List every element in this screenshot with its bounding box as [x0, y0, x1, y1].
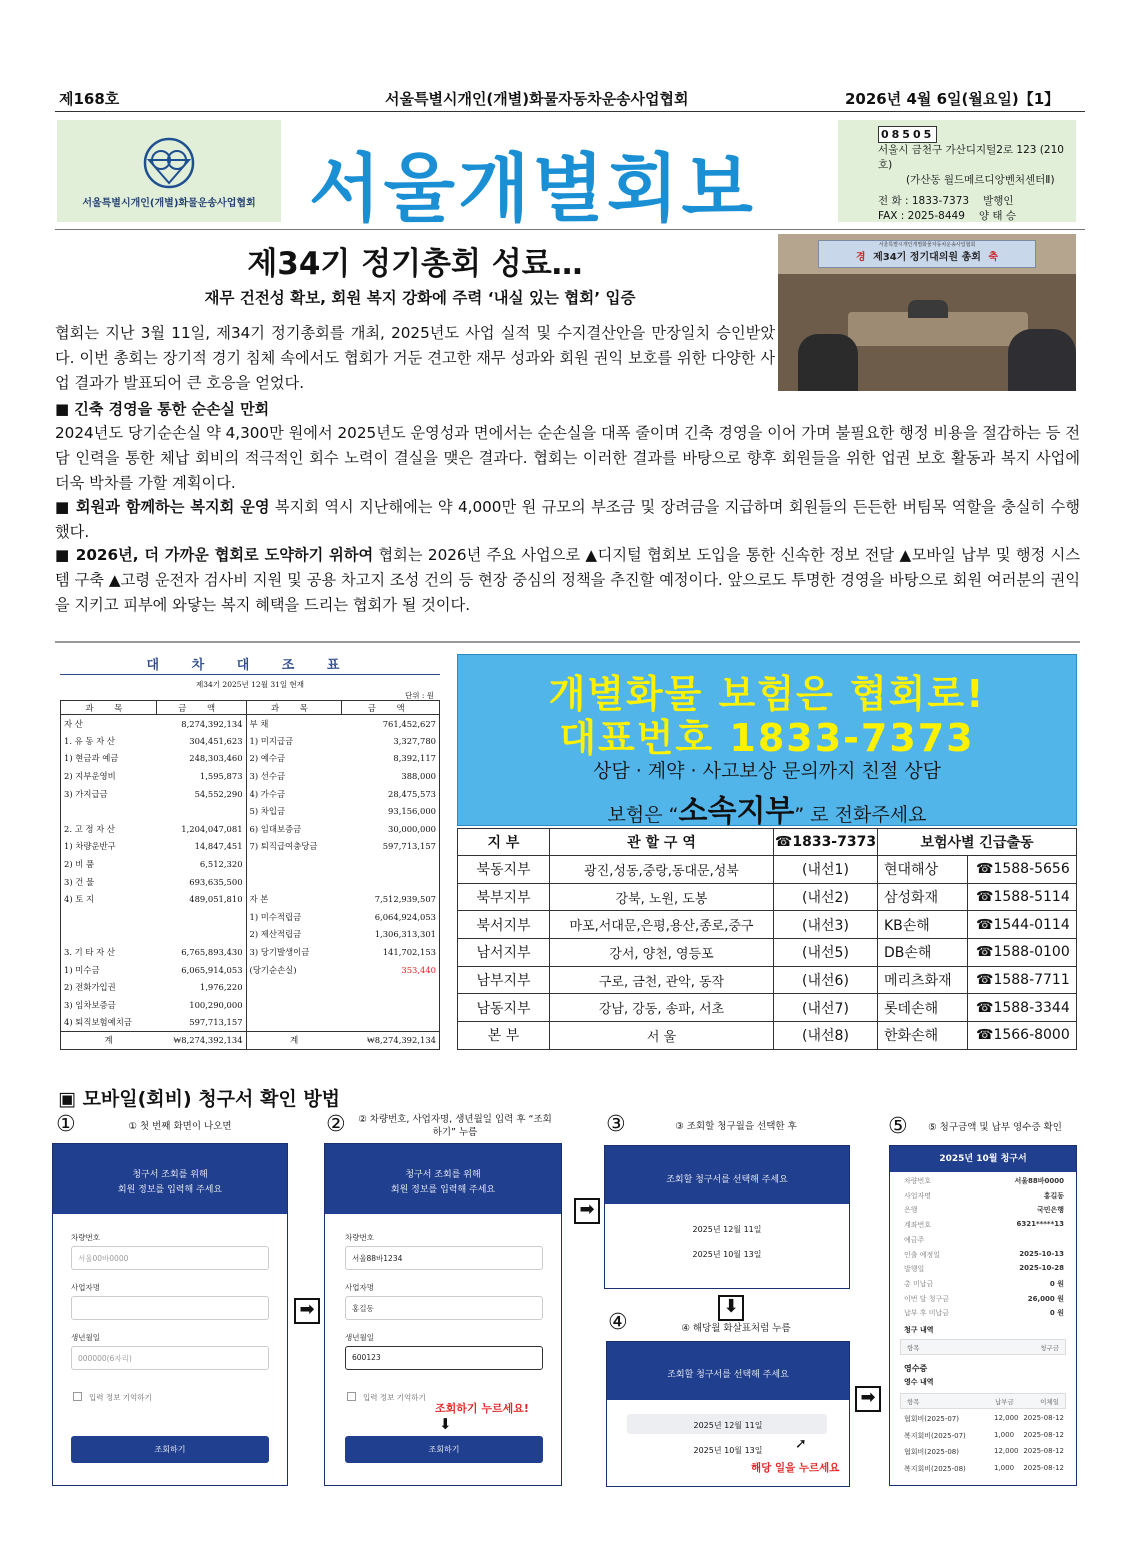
- receipt-field-label: 발행일: [904, 1265, 925, 1274]
- section-3-title: ■ 2026년, 더 가까운 협회로 도약하기 위하여: [55, 546, 374, 564]
- insurer-phone: ☎1588-5656: [968, 856, 1077, 884]
- section-2: [55, 495, 1080, 545]
- branch-extension: (내선6): [774, 966, 878, 994]
- submit-button[interactable]: 조회하기: [345, 1436, 543, 1463]
- bs-row: [61, 961, 440, 979]
- insurer-name: 현대해상: [878, 856, 968, 884]
- form-heading-2: 회원 정보를 입력해 주세요: [390, 1185, 496, 1195]
- branch-extension: (내선2): [774, 883, 878, 911]
- receipt-field-label: 예금주: [904, 1235, 925, 1244]
- bs-amount: [342, 996, 440, 1014]
- bs-row: [61, 715, 440, 733]
- insurer-phone: ☎1544-0114: [968, 911, 1077, 939]
- bs-amount: 761,452,627: [342, 715, 440, 733]
- receipt-field-label: 계좌번호: [904, 1221, 932, 1230]
- photo-banner-title: 제34기 정기대의원 총회: [873, 252, 981, 263]
- receipt-field: [904, 1250, 1064, 1260]
- receipt-field-value: 6321*****13: [1016, 1220, 1064, 1229]
- bs-amount: [342, 1014, 440, 1032]
- issue-number: 제168호: [59, 90, 120, 108]
- bs-item: 자 본: [249, 894, 269, 905]
- submit-button[interactable]: 조회하기: [71, 1436, 269, 1463]
- branch-table: [457, 828, 1077, 1050]
- receipt-heading: 2025년 10월 청구서: [890, 1146, 1076, 1172]
- bs-row: [61, 855, 440, 873]
- bs-item: 6) 임대보증금: [249, 823, 302, 834]
- bs-row: [61, 890, 440, 908]
- branch-name: 남부지부: [458, 966, 550, 994]
- branch-row: [458, 994, 1077, 1022]
- receipt-field-label: 차량번호: [904, 1177, 932, 1185]
- remember-checkbox[interactable]: [347, 1392, 356, 1401]
- receipt-title: 영수증: [904, 1364, 928, 1373]
- receipt-field: [904, 1264, 1064, 1274]
- birthdate-input[interactable]: 600123: [345, 1346, 543, 1370]
- insurer-name: 한화손해: [878, 1022, 968, 1050]
- bs-item: 2) 제산적립금: [249, 929, 302, 940]
- receipt-field-label: 이번 달 청구금: [904, 1294, 950, 1303]
- branch-header: ☎1833-7373: [774, 829, 878, 856]
- month-option[interactable]: 2025년 12월 11일: [693, 1421, 763, 1430]
- birth-label: 생년월일: [71, 1333, 100, 1342]
- step-3-caption: ③ 조회할 청구월을 선택한 후: [675, 1121, 797, 1132]
- bs-item: [246, 978, 342, 996]
- bs-item: 1) 차량운반구: [61, 838, 157, 856]
- name-label: 사업자명: [345, 1283, 374, 1292]
- receipt-subtitle: 영수 내역: [904, 1378, 934, 1386]
- bs-item: 3) 선수금: [249, 771, 286, 782]
- branch-row: [458, 939, 1077, 967]
- bs-header: 과 목: [61, 701, 157, 715]
- bs-amount: 597,713,157: [342, 838, 440, 856]
- down-arrow-icon: ⬇: [439, 1415, 452, 1433]
- ad-callout: [458, 786, 1076, 830]
- bs-amount: 597,713,157: [156, 1014, 246, 1032]
- birthdate-input[interactable]: 000000(6자리): [71, 1346, 269, 1370]
- address-line-1: 서울시 금천구 가산디지털2로 123 (210호): [878, 144, 1064, 171]
- receipt-amount: 12,000: [994, 1447, 1019, 1455]
- step-1-caption: ① 첫 번째 화면이 나오면: [128, 1121, 232, 1132]
- branch-area: 강서, 양천, 영등포: [550, 939, 774, 967]
- receipt-field-value: 서울88바0000: [1014, 1177, 1064, 1185]
- association-logo-icon: [57, 128, 281, 198]
- form-heading-1: 청구서 조회를 위해: [405, 1170, 481, 1180]
- bs-row: [61, 767, 440, 785]
- address-box: [838, 120, 1076, 222]
- bs-item: 2) 예수금: [249, 753, 286, 764]
- branch-extension: (내선7): [774, 994, 878, 1022]
- general-meeting-photo: [778, 234, 1076, 391]
- receipt-date: 2025-08-12: [1023, 1463, 1064, 1472]
- down-arrow-icon: ⬇: [718, 1295, 744, 1321]
- bs-amount: 6,512,320: [156, 855, 246, 873]
- form-heading-2: 회원 정보를 입력해 주세요: [117, 1185, 223, 1195]
- bs-item: [246, 873, 342, 891]
- form-heading-1: 청구서 조회를 위해: [132, 1170, 208, 1180]
- receipt-field: [904, 1191, 1064, 1201]
- branch-area: 서 울: [550, 1022, 774, 1050]
- car-number-input[interactable]: 서울88바1234: [345, 1246, 543, 1270]
- bs-item: 4) 퇴직보험예치금: [61, 1014, 157, 1032]
- bs-item: 1) 미수금: [61, 961, 157, 979]
- receipt-item: 협회비(2025-07): [904, 1415, 959, 1423]
- month-option[interactable]: 2025년 10월 13일: [692, 1250, 762, 1259]
- insurance-ad: [457, 654, 1077, 829]
- logo-org-name: 서울특별시개인(개별)화물운송사업협회: [82, 198, 256, 209]
- bs-amount: [342, 873, 440, 891]
- section-1-body: 2024년도 당기순손실 약 4,300만 원에서 2025년도 운영성과 면에서는 순손실을 대폭 줄이며 긴축 경영을 이어 가며 불필요한 행정 비용을 절감하는 등 전담 인력을 통한 체납 회비의 적극적인 회수 노력이 결실을 맺은 결과다. 협회는 이러한 결과를 바탕으로 향후 회원들을 위한 업권 보호 활동과 복지 사업에 더욱 박차를 가할 계획이다.: [55, 424, 1080, 492]
- subheadline: 재무 건전성 확보, 회원 복지 강화에 주력 ‘내실 있는 협회’ 입증: [204, 289, 636, 307]
- step-1-number: ①: [56, 1112, 76, 1137]
- bs-row: [61, 996, 440, 1014]
- bs-row: [61, 838, 440, 856]
- bs-item: 2) 전화가입권: [61, 978, 157, 996]
- select-heading: 조회할 청구서를 선택해 주세요: [666, 1175, 788, 1185]
- publisher-label: 발행인: [983, 195, 1014, 207]
- divider: [55, 641, 1080, 643]
- business-name-input[interactable]: [71, 1296, 269, 1320]
- issue-date: 2026년 4월 6일(월요일)【1】: [845, 90, 1060, 108]
- branch-header: 보험사별 긴급출동: [878, 829, 1077, 856]
- right-arrow-icon: ➡: [574, 1198, 600, 1224]
- remember-label: 입력 정보 기억하기: [363, 1393, 426, 1402]
- bs-item: [61, 802, 157, 820]
- bs-amount: 6,065,914,053: [156, 961, 246, 979]
- step-4-number: ④: [608, 1310, 628, 1335]
- birth-label: 생년월일: [345, 1333, 374, 1342]
- receipt-item: 복지회비(2025-07): [904, 1431, 966, 1440]
- bs-row: [61, 1014, 440, 1032]
- branch-area: 강남, 강동, 송파, 서초: [550, 994, 774, 1022]
- receipt-date: 2025-08-12: [1023, 1447, 1064, 1455]
- bs-item: 1) 미지급금: [249, 735, 294, 746]
- bs-item: [246, 1014, 342, 1032]
- receipt-date: 2025-08-12: [1023, 1430, 1064, 1439]
- bs-amount: 693,635,500: [156, 873, 246, 891]
- bs-item: 3) 당기발생이금: [249, 947, 310, 958]
- branch-extension: (내선8): [774, 1022, 878, 1050]
- bs-item: 2) 지부운영비: [61, 767, 157, 785]
- branch-area: 마포,서대문,은평,용산,종로,중구: [550, 911, 774, 939]
- bs-amount: 1,204,047,081: [156, 820, 246, 838]
- receipt-field: [904, 1279, 1064, 1289]
- bs-item: 1) 현금과 예금: [61, 750, 157, 768]
- bs-item: 1) 미수적립금: [249, 911, 302, 922]
- section-3: [55, 543, 1080, 618]
- branch-name: 남동지부: [458, 994, 550, 1022]
- receipt-field-label: 사업자명: [904, 1191, 932, 1200]
- logo-box: [57, 120, 281, 222]
- receipt-field: [904, 1220, 1064, 1230]
- bs-amount: 93,156,000: [342, 802, 440, 820]
- bs-item: 3. 기 타 자 산: [61, 943, 157, 961]
- balance-sheet-table: [60, 700, 440, 1050]
- newspaper-title-box: [289, 120, 829, 232]
- divider: [55, 229, 1085, 230]
- branch-name: 북동지부: [458, 856, 550, 884]
- bs-item: 4) 토 지: [61, 890, 157, 908]
- receipt-field-value: 홍길동: [1043, 1191, 1064, 1200]
- photo-badge-left: 경: [855, 252, 866, 263]
- bs-item: [246, 855, 342, 873]
- ad-services: 상담 · 계약 · 사고보상 문의까지 친절 상담: [592, 760, 942, 782]
- ad-callout-big: 소속지부: [678, 794, 795, 829]
- photo-banner-top: 서울특별시개인개별화물자동차운송사업협회: [878, 242, 976, 248]
- receipt-field-value: 국민은행: [1036, 1206, 1064, 1215]
- branch-extension: (내선3): [774, 911, 878, 939]
- car-number-input[interactable]: 서울00바0000: [71, 1246, 269, 1270]
- receipt-field-label: 총 미납금: [904, 1279, 934, 1288]
- bs-row: [61, 802, 440, 820]
- bs-amount: 100,290,000: [156, 996, 246, 1014]
- bs-amount: 1,976,220: [156, 978, 246, 996]
- bs-amount: 8,274,392,134: [156, 715, 246, 733]
- mobile-section-title: ▣ 모바일(회비) 청구서 확인 방법: [58, 1088, 341, 1110]
- cursor-icon: ➚: [795, 1436, 807, 1452]
- newspaper-title: 서울개별회보: [309, 146, 756, 232]
- step-4-caption: ④ 해당월 화살표처럼 누름: [681, 1323, 791, 1334]
- photo-badge-right: 축: [988, 252, 999, 263]
- bs-amount: 6,064,924,053: [342, 908, 440, 926]
- bs-header: 과 목: [246, 701, 342, 715]
- bs-amount: 30,000,000: [342, 820, 440, 838]
- insurer-name: 삼성화재: [878, 883, 968, 911]
- zip-code: 08505: [878, 126, 937, 143]
- bs-amount: 248,303,460: [156, 750, 246, 768]
- ad-callout-post: ” 로 전화주세요: [794, 804, 927, 826]
- bs-row: [61, 750, 440, 768]
- receipt-field-value: 2025-10-28: [1019, 1264, 1064, 1273]
- insurer-name: DB손해: [878, 939, 968, 967]
- bs-item: 3) 임차보증금: [61, 996, 157, 1014]
- bs-total-value: ₩8,274,392,134: [156, 1031, 246, 1049]
- receipt-item: 복지회비(2025-08): [904, 1464, 966, 1473]
- bs-amount: [156, 908, 246, 926]
- screen-2-filled-form: [324, 1143, 562, 1486]
- bs-item: [246, 996, 342, 1014]
- step-5-caption: ⑤ 청구금액 및 납부 영수증 확인: [928, 1122, 1062, 1133]
- branch-name: 남서지부: [458, 939, 550, 967]
- bs-amount: [342, 978, 440, 996]
- ad-phone: 대표번호 1833-7373: [559, 716, 975, 760]
- receipt-field: [904, 1235, 1064, 1245]
- right-arrow-icon: ➡: [294, 1298, 320, 1324]
- bs-row: [61, 873, 440, 891]
- bs-item: 자 산: [61, 715, 157, 733]
- branch-area: 광진,성동,중랑,동대문,성북: [550, 856, 774, 884]
- insurer-phone: ☎1566-8000: [968, 1022, 1077, 1050]
- receipt-field-value: 2025-10-13: [1019, 1249, 1064, 1258]
- receipt-field-label: 은행: [904, 1206, 918, 1215]
- insurer-phone: ☎1588-0100: [968, 939, 1077, 967]
- select-heading: 조회할 청구서를 선택해 주세요: [667, 1370, 789, 1380]
- receipt-field: [904, 1294, 1064, 1304]
- step-2-caption: ② 차량번호, 사업자명, 생년월일 입력 후 “조회하기” 누름: [358, 1114, 552, 1138]
- publisher-name: 서울특별시개인(개별)화물자동차운송사업협회: [385, 90, 689, 108]
- insurer-name: 롯데손해: [878, 994, 968, 1022]
- bs-item: 3) 가지급금: [61, 785, 157, 803]
- bs-item: 7) 퇴직급여충당금: [249, 841, 318, 852]
- bs-row: [61, 943, 440, 961]
- car-label: 차량번호: [345, 1233, 374, 1242]
- bs-amount: 489,051,810: [156, 890, 246, 908]
- branch-area: 강북, 노원, 도봉: [550, 883, 774, 911]
- bs-amount: 28,475,573: [342, 785, 440, 803]
- section-2-body: 복지회 역시 지난해에는 약 4,000만 원 규모의 부조금 및 장려금을 지급하며 회원들의 든든한 버팀목 역할을 충실히 수행했다.: [55, 498, 1080, 541]
- insurer-phone: ☎1588-7711: [968, 966, 1077, 994]
- bs-amount: 7,512,939,507: [342, 890, 440, 908]
- receipt-field-value: 26,000 원: [1027, 1294, 1064, 1303]
- submit-hint: 조회하기 누르세요!: [435, 1402, 529, 1415]
- publisher-person: 양 태 승: [978, 210, 1017, 222]
- remember-label: 입력 정보 기억하기: [89, 1393, 152, 1402]
- balance-sheet-unit: 단위 : 원: [404, 691, 434, 700]
- insurer-phone: ☎1588-3344: [968, 994, 1077, 1022]
- name-label: 사업자명: [71, 1283, 100, 1292]
- receipt-field: [904, 1176, 1064, 1186]
- receipt-item: 협회비(2025-08): [904, 1448, 959, 1456]
- bs-item: 2) 비 품: [61, 855, 157, 873]
- detail-head: 청구금: [1040, 1344, 1059, 1352]
- bs-item: 5) 차입금: [249, 806, 286, 817]
- bs-item: (당기순손실): [249, 964, 297, 975]
- bs-amount: 54,552,290: [156, 785, 246, 803]
- receipt-field: [904, 1308, 1064, 1318]
- screen-5-receipt: [889, 1145, 1077, 1486]
- bs-amount: 353,440: [342, 961, 440, 979]
- receipt-amount: 1,000: [994, 1463, 1015, 1472]
- branch-name: 본 부: [458, 1022, 550, 1050]
- branch-header: 관 할 구 역: [550, 829, 774, 856]
- branch-area: 구로, 금천, 관악, 동작: [550, 966, 774, 994]
- receipt-date: 2025-08-12: [1023, 1414, 1064, 1422]
- branch-name: 북부지부: [458, 883, 550, 911]
- article-lead: 협회는 지난 3월 11일, 제34기 정기총회를 개최, 2025년도 사업 실적 및 수지결산안을 만장일치 승인받았다. 이번 총회는 장기적 경기 침체 속에서도 협회가 거둔 견고한 재무 성과와 회원 권익 보호를 위한 다양한 사업 결과가 발표되어 큰 호응을 얻었다.: [55, 324, 775, 392]
- branch-header: 지 부: [458, 829, 550, 856]
- receipt-field-value: 0 원: [1049, 1279, 1064, 1288]
- bs-row: [61, 820, 440, 838]
- branch-row: [458, 1022, 1077, 1050]
- remember-checkbox[interactable]: [73, 1392, 82, 1401]
- step-2-number: ②: [326, 1112, 346, 1137]
- ad-callout-pre: 보험은 “: [607, 804, 679, 826]
- receipt-field-value: 0 원: [1049, 1309, 1064, 1318]
- bs-row: [61, 978, 440, 996]
- receipt-field-label: 납부 후 미납금: [904, 1309, 950, 1318]
- receipt-field-label: 인출 예정일: [904, 1250, 941, 1259]
- bs-total-value: ₩8,274,392,134: [342, 1031, 440, 1049]
- bs-row: [61, 732, 440, 750]
- bs-item: [61, 908, 157, 926]
- bs-total-label: 계: [61, 1031, 157, 1049]
- bs-item: 3) 건 물: [61, 873, 157, 891]
- section-3-body: 협회는 2026년 주요 사업으로 ▲디지털 협회보 도입을 통한 신속한 정보 전달 ▲모바일 납부 및 행정 시스템 구축 ▲고령 운전자 검사비 지원 및 공용 차고지 조성 건의 등 현장 중심의 정책을 추진할 예정이다. 앞으로도 투명한 경영을 바탕으로 회원 여러분의 권익을 지키고 피부에 와닿는 복지 혜택을 드리는 협회가 될 것이다.: [55, 546, 1080, 614]
- bs-row: [61, 926, 440, 944]
- tap-hint: 해당 일을 누르세요: [751, 1462, 840, 1474]
- receipt-head: 납부금: [995, 1398, 1014, 1406]
- receipt-amount: 1,000: [994, 1430, 1015, 1439]
- bs-amount: 304,451,623: [156, 732, 246, 750]
- balance-sheet-title: 대 차 대 조 표: [146, 658, 354, 673]
- bs-amount: [156, 802, 246, 820]
- bs-amount: 1,306,313,301: [342, 926, 440, 944]
- balance-sheet: [60, 650, 440, 1060]
- branch-extension: (내선5): [774, 939, 878, 967]
- business-name-input[interactable]: 홍길동: [345, 1296, 543, 1320]
- branch-row: [458, 966, 1077, 994]
- receipt-amount: 12,000: [994, 1414, 1019, 1422]
- month-option[interactable]: 2025년 10월 13일: [693, 1446, 763, 1455]
- bs-item: 1. 유 동 자 산: [61, 732, 157, 750]
- bs-item: 2. 고 정 자 산: [61, 820, 157, 838]
- section-1-title: ■ 긴축 경영을 통한 순손실 만회: [55, 400, 270, 418]
- bs-total-label: 계: [246, 1031, 342, 1049]
- insurer-phone: ☎1588-5114: [968, 883, 1077, 911]
- bs-item: [61, 926, 157, 944]
- screen-3-select-month: [604, 1145, 850, 1289]
- screen-4-tap-month: [606, 1341, 850, 1487]
- bs-amount: 141,702,153: [342, 943, 440, 961]
- car-label: 차량번호: [71, 1233, 100, 1242]
- bs-amount: 3,327,780: [342, 732, 440, 750]
- bs-amount: [342, 855, 440, 873]
- insurer-name: 메리츠화재: [878, 966, 968, 994]
- ad-headline: 개별화물 보험은 협회로!: [548, 672, 986, 716]
- screen-1-empty-form: [52, 1143, 288, 1486]
- balance-sheet-date: 제34기 2025년 12월 31일 현재: [196, 680, 304, 689]
- step-3-number: ③: [606, 1112, 626, 1137]
- fax: FAX : 2025-8449: [878, 210, 965, 222]
- bs-row: [61, 785, 440, 803]
- bs-amount: 8,392,117: [342, 750, 440, 768]
- issue-bar: [55, 86, 1085, 112]
- bs-amount: 14,847,451: [156, 838, 246, 856]
- bs-amount: 388,000: [342, 767, 440, 785]
- bs-item: 4) 가수금: [249, 788, 286, 799]
- branch-extension: (내선1): [774, 856, 878, 884]
- month-option[interactable]: 2025년 12월 11일: [692, 1225, 762, 1234]
- branch-row: [458, 856, 1077, 884]
- bs-header: 금 액: [342, 701, 440, 715]
- branch-row: [458, 911, 1077, 939]
- receipt-head: 항목: [907, 1398, 920, 1406]
- bs-header: 금 액: [156, 701, 246, 715]
- address-line-2: (가산동 월드메르디앙벤처센터Ⅱ): [906, 174, 1055, 186]
- bs-amount: 1,595,873: [156, 767, 246, 785]
- phone: 전 화 : 1833-7373: [878, 195, 970, 207]
- receipt-head: 이체일: [1040, 1398, 1059, 1406]
- bs-amount: 6,765,893,430: [156, 943, 246, 961]
- section-2-title: ■ 회원과 함께하는 복지회 운영: [55, 498, 270, 516]
- bs-item: 부 채: [249, 718, 269, 729]
- bs-row: [61, 908, 440, 926]
- right-arrow-icon: ➡: [855, 1386, 881, 1412]
- receipt-field: [904, 1205, 1064, 1215]
- bs-amount: [156, 926, 246, 944]
- branch-name: 북서지부: [458, 911, 550, 939]
- step-5-number: ⑤: [888, 1114, 908, 1139]
- headline: 제34기 정기총회 성료…: [247, 246, 583, 282]
- branch-row: [458, 883, 1077, 911]
- insurer-name: KB손해: [878, 911, 968, 939]
- detail-title: 청구 내역: [904, 1326, 934, 1334]
- detail-head: 항목: [907, 1344, 920, 1352]
